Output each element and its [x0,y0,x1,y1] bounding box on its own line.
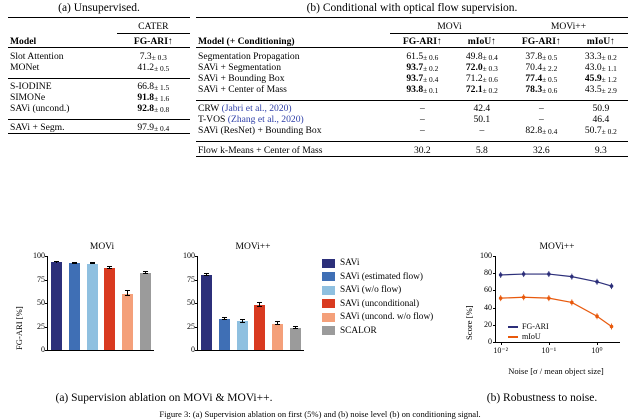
table-b-metric-3: FG-ARI↑ [521,36,561,47]
row-cell: 70.4± 2.2 [525,62,558,73]
row-cell: 43.0± 1.1 [584,62,617,73]
table-row [196,101,628,115]
x-tick-label: 10⁻² [493,346,508,355]
table-row [8,92,190,103]
y-tick-label: 0 [191,345,195,354]
row-model: MONet [10,62,40,73]
row-cell: 5.8 [475,145,488,156]
table-b-metric-2: mIoU↑ [467,36,496,47]
bar [51,262,62,350]
row-cell: – [419,103,425,114]
row-cell: 43.5± 2.9 [584,84,617,95]
row-model: SAVi + Segmentation [198,62,282,73]
legend-label: SAVi (uncond. w/o flow) [340,312,434,322]
y-tick-label: 25 [37,321,45,331]
legend-item [322,312,452,322]
table-row [196,125,628,136]
legend-item [322,299,452,309]
legend-swatch [508,336,518,338]
row-cell: 42.4 [473,103,491,114]
row-model: SIMONe [10,92,46,103]
subcaption-b: (b) Robustness to noise. [486,392,598,404]
figure-charts [0,238,640,388]
chart1-title: MOVi [89,242,115,252]
table-row [196,84,628,95]
row-cell: – [419,125,425,136]
bar [237,321,248,350]
row-value: 41.2± 0.5 [137,62,170,73]
row-cell: 45.9± 1.2 [584,73,617,84]
row-cell: 61.5± 0.6 [406,51,439,62]
table-a [8,17,190,136]
row-model: SAVi (ResNet) + Bounding Box [198,125,322,136]
legend-item [322,258,452,268]
table-row [8,120,190,134]
chart3-title: MOVi++ [539,242,575,252]
chart3-xlabel: Noise [σ / mean object size] [508,366,604,376]
legend-label: SAVi [340,258,360,268]
bar [87,264,98,350]
y-tick-label: 0 [41,345,45,354]
bar [122,294,133,350]
row-model: CRW (Jabri et al., 2020) [198,103,292,114]
y-tick-label: 75 [187,274,195,284]
chart-robustness-noise [462,242,634,382]
row-value: 92.8± 0.8 [137,103,170,114]
bar [201,275,212,350]
chart3-legend [508,322,549,342]
row-cell: – [479,125,485,136]
legend-label: FG-ARI [522,322,549,331]
row-model: Segmentation Propagation [198,51,300,62]
row-value: 97.9± 0.4 [137,122,170,133]
table-row [8,79,190,93]
chart-movi-bars [12,242,162,370]
table-b-group-movipp: MOVi++ [509,21,628,34]
table-a-col-model: Model [10,36,37,47]
row-cell: 77.4± 0.5 [525,73,558,84]
row-model: SAVi + Bounding Box [198,73,285,84]
row-cell: 33.3± 0.2 [584,51,617,62]
row-cell: 49.8± 0.4 [465,51,498,62]
y-tick-label: 40 [484,302,492,312]
legend-swatch [322,326,335,335]
table-a-group-header: CATER [117,21,190,34]
row-model: S-IODINE [10,81,52,92]
table-a-col-metric: FG-ARI↑ [133,36,173,47]
table-row [196,73,628,84]
legend-item [508,322,549,331]
row-cell: 93.7± 0.4 [406,73,439,84]
y-tick-label: 50 [187,298,195,307]
row-model: T-VOS (Zhang et al., 2020) [198,114,304,125]
table-row [196,142,628,157]
legend-label: SCALOR [340,325,377,336]
table-b-group-movi: MOVi [390,21,509,34]
bar [104,268,115,350]
legend-item [508,332,549,341]
y-tick-label: 100 [183,251,195,260]
table-b-metric-4: mIoU↑ [586,36,615,47]
y-tick-label: 100 [33,251,45,260]
table-b-metric-1: FG-ARI↑ [402,36,442,47]
bar [219,319,230,350]
y-tick-label: 75 [37,274,45,284]
legend-item [322,285,452,295]
bar [140,273,151,350]
table-row [8,103,190,114]
legend-swatch [322,313,335,322]
row-cell: 46.4 [592,114,610,125]
bar [272,324,283,350]
table-row [196,62,628,73]
y-tick-label: 20 [484,319,492,329]
row-cell: 71.2± 0.6 [465,73,498,84]
y-tick-label: 0 [488,337,492,346]
row-cell: – [538,114,544,125]
x-tick-label: 10⁻¹ [541,346,557,355]
legend-label: SAVi (unconditional) [340,298,420,309]
legend-label: SAVi (w/o flow) [340,285,402,295]
row-cell: 50.7± 0.2 [584,125,617,136]
legend-item [322,272,452,282]
table-unsupervised [8,0,190,159]
y-tick-label: 60 [484,285,492,295]
row-model: SAVi + Center of Mass [198,84,287,95]
legend-swatch [508,326,518,328]
y-tick-label: 100 [480,251,492,260]
row-cell: 32.6 [532,145,550,156]
legend-label: SAVi (estimated flow) [340,271,423,282]
row-value: 66.8± 1.5 [137,81,170,92]
row-cell: 30.2 [413,145,431,156]
x-tick-label: 10⁰ [591,346,603,355]
row-cell: 93.8± 0.1 [406,84,439,95]
row-cell: – [419,114,425,125]
chart-movipp-bars [168,242,318,370]
bar [254,305,265,350]
legend-swatch [322,259,335,268]
row-cell: 72.1± 0.2 [465,84,498,95]
row-cell: 93.7± 0.2 [406,62,439,73]
y-tick-label: 25 [187,321,195,331]
row-model: SAVi + Segm. [10,122,65,133]
row-cell: – [538,103,544,114]
y-tick-label: 50 [37,298,45,307]
row-cell: 50.1 [473,114,491,125]
legend-swatch [322,299,335,308]
chart1-ylabel: FG-ARI [%] [14,306,24,350]
row-cell: 72.0± 0.3 [465,62,498,73]
table-row [196,114,628,125]
row-cell: 50.9 [592,103,610,114]
row-model: Flow k-Means + Center of Mass [198,145,323,156]
row-cell: 9.3 [594,145,607,156]
row-model: Slot Attention [10,51,64,62]
chart3-ylabel: Score [%] [464,305,474,340]
chart2-title: MOVi++ [235,242,271,252]
table-b [196,17,628,159]
legend-label: mIoU [522,332,541,341]
table-conditional [196,0,628,159]
subcaption-a: (a) Supervision ablation on MOVi & MOVi++. [55,392,273,404]
legend-swatch [322,286,335,295]
y-tick-label: 80 [484,268,492,278]
table-b-col-model: Model (+ Conditioning) [198,36,295,47]
table-row [8,51,190,62]
bar [69,263,80,350]
table-b-caption: (b) Conditional with optical flow supervision. [306,2,518,14]
row-cell: 78.3± 0.6 [525,84,558,95]
table-row [8,62,190,73]
legend-swatch [322,272,335,281]
figure-note: Figure 3: (a) Supervision ablation on first (5%) and (b) noise level (b) on conditioning signal. [159,409,481,419]
row-cell: 82.8± 0.4 [525,125,558,136]
row-model: SAVi (uncond.) [10,103,70,114]
row-value: 91.8± 1.6 [137,92,170,103]
row-value: 7.3± 0.3 [139,51,167,62]
row-cell: 37.8± 0.5 [525,51,558,62]
legend-item [322,326,452,336]
chart-legend [322,258,452,339]
table-a-caption: (a) Unsupervised. [58,2,140,14]
bar [290,328,301,350]
table-row [196,51,628,62]
